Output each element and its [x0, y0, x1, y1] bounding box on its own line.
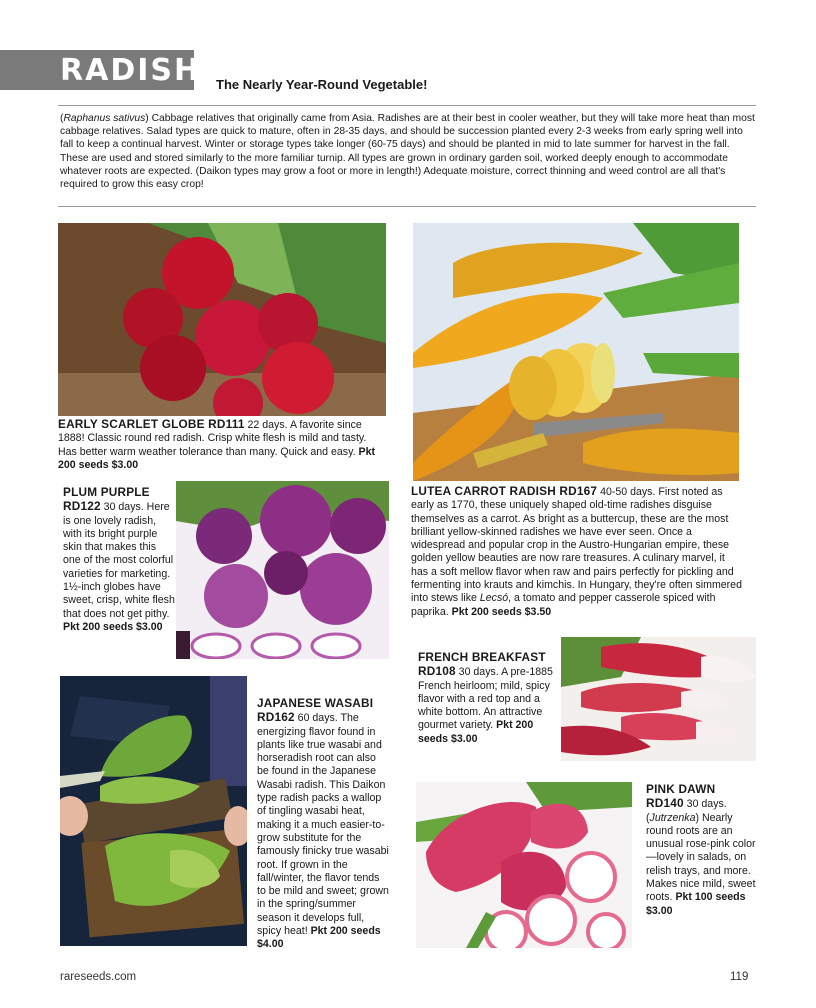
french-breakfast-name: FRENCH BREAKFAST RD108: [418, 650, 546, 679]
footer-website[interactable]: rareseeds.com: [60, 971, 137, 983]
plum-purple-description: PLUM PURPLE RD122 30 days. Here is one lovely radish, with its bright purple skin that makes this one of the most colorful varieties for marketing. 1½-inch globes have sweet, crisp, white flesh that does not get pithy. Pkt 200 seeds $3.00: [63, 485, 175, 633]
plum-purple-name: PLUM PURPLE RD122: [63, 485, 150, 514]
japanese-wasabi-description: JAPANESE WASABI RD162 60 days. The energizing flavor found in plants like true wasabi and horseradish root can also be found in the Japanese Wasabi radish. This Daikon type radish packs a wallop of tingling wasabi heat, making it a much easier-to-grow substitute for the famously finicky true wasabi root. If grown in the fall/winter, the flavor tends to be mild and sweet; grown in the spring/summer season it develops full, spicy heat! Pkt 200 seeds $4.00: [257, 696, 389, 951]
tagline: The Nearly Year-Round Vegetable!: [216, 77, 428, 92]
early-scarlet-globe-name: EARLY SCARLET GLOBE RD111: [58, 417, 245, 431]
lutea-carrot-radish-name: LUTEA CARROT RADISH RD167: [411, 484, 598, 498]
plum-purple-photo: [176, 481, 389, 659]
section-title: RADISH: [60, 53, 202, 88]
early-scarlet-globe-price: Pkt 200 seeds $3.00: [58, 445, 375, 471]
plum-purple-price: Pkt 200 seeds $3.00: [63, 620, 163, 633]
intro-divider: [58, 206, 756, 207]
french-breakfast-price: Pkt 200 seeds $3.00: [418, 719, 534, 745]
pink-dawn-name: PINK DAWN RD140: [646, 782, 716, 811]
french-breakfast-photo: [561, 637, 756, 761]
latin-name: Raphanus sativus: [63, 113, 146, 124]
lutea-carrot-radish-description: LUTEA CARROT RADISH RD167 40-50 days. First noted as early as 1770, these uniquely shaped old-time radishes disguise themselves as a carrot. As bright as a buttercup, these are the most brilliant yellow-skinned radishes we have ever seen. Once a widespread and popular crop in the Austro-Hungarian empire, these golden yellow beauties are now rare treasures. A culinary marvel, it has a soft mellow flavor when raw and pairs perfectly for pickling and fermenting into krauts and kimchis. In Hungary, they're often simmered into stews like Lecsó, a tomato and pepper casserole spiced with paprika. Pkt 200 seeds $3.50: [411, 484, 742, 618]
japanese-wasabi-name: JAPANESE WASABI RD162: [257, 696, 374, 725]
french-breakfast-description: FRENCH BREAKFAST RD108 30 days. A pre-1885 French heirloom; mild, spicy flavor with a red top and a white bottom. An attractive gourmet variety. Pkt 200 seeds $3.00: [418, 650, 553, 745]
lutea-carrot-radish-photo: [413, 223, 739, 481]
early-scarlet-globe-photo: [58, 223, 386, 416]
japanese-wasabi-photo: [60, 676, 247, 946]
top-divider: [58, 105, 756, 106]
early-scarlet-globe-description: EARLY SCARLET GLOBE RD111 22 days. A favorite since 1888! Classic round red radish. Crisp white flesh is mild and tasty. Has better warm weather tolerance than many. Quick and easy. Pkt 200 seeds $3.00: [58, 417, 375, 471]
pink-dawn-price: Pkt 100 seeds $3.00: [646, 891, 746, 917]
pink-dawn-description: PINK DAWN RD140 30 days. (Jutrzenka) Nearly round roots are an unusual rose-pink color—lovely in salads, on relish trays, and more. Makes nice mild, sweet roots. Pkt 100 seeds $3.00: [646, 782, 756, 917]
lutea-carrot-radish-price: Pkt 200 seeds $3.50: [451, 605, 552, 618]
intro-text: ) Cabbage relatives that originally came from Asia. Radishes are at their best in cooler weather, but they will take more heat than most cabbage relatives. Salad types are quick to mature, often in 28-35 days, and should be succession planted every 2-3 weeks from early spring well into fall to keep a continual harvest. Winter or storage types take longer (60-75 days) and should be planted in mid to late summer for harvest in the fall. These are used and stored similarly to the more familiar turnip. All types are grown in ordinary garden soil, worked deeply enough to accommodate whatever roots are expected. (Daikon types may grow a foot or more in length!) Adequate moisture, correct thinning and weed control are all that's required to grow this easy crop!: [60, 113, 755, 191]
page-number: 119: [730, 971, 749, 983]
japanese-wasabi-price: Pkt 200 seeds $4.00: [257, 925, 381, 951]
intro-paragraph: (Raphanus sativus) Cabbage relatives that originally came from Asia. Radishes are at their best in cooler weather, but they will take more heat than most cabbage relatives. Salad types are quick to mature, often in 28-35 days, and should be succession planted every 2-3 weeks from early spring well into fall to keep a continual harvest. Winter or storage types take longer (60-75 days) and should be planted in mid to late summer for harvest in the fall. These are used and stored similarly to the more familiar turnip. All types are grown in ordinary garden soil, worked deeply enough to accommodate whatever roots are expected. (Daikon types may grow a foot or more in length!) Adequate moisture, correct thinning and weed control are all that's required to grow this easy crop!: [60, 113, 755, 191]
pink-dawn-photo: [416, 782, 632, 948]
